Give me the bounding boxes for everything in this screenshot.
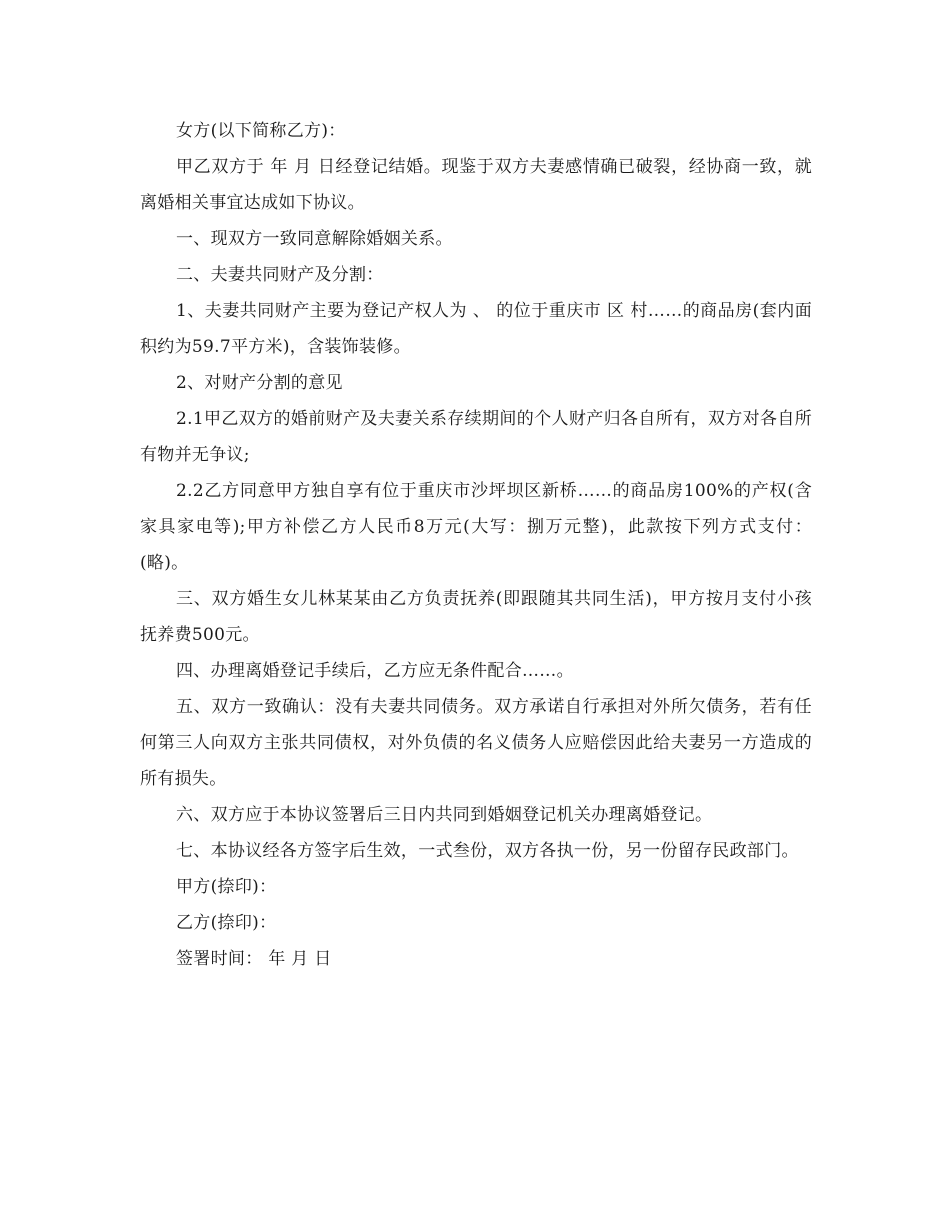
signature-date: 签署时间： 年 月 日	[176, 949, 332, 969]
paragraph-preamble: 甲乙双方于 年 月 日经登记结婚。现鉴于双方夫妻感情确已破裂，经协商一致，就离婚相关事宜达成如下协议。	[140, 157, 812, 213]
paragraph-clause-2-2: 2、对财产分割的意见	[176, 373, 343, 393]
document-body	[140, 113, 812, 977]
paragraph-clause-2-2-2: 2.2乙方同意甲方独自享有位于重庆市沙坪坝区新桥……的商品房100%的产权(含家具家电等);甲方补偿乙方人民币8万元(大写：捌万元整)，此款按下列方式支付：(略)。	[140, 481, 812, 573]
signature-party-b: 乙方(捺印)：	[176, 913, 277, 933]
paragraph-clause-1: 一、现双方一致同意解除婚姻关系。	[176, 229, 453, 249]
paragraph-clause-3: 三、双方婚生女儿林某某由乙方负责抚养(即跟随其共同生活)，甲方按月支付小孩抚养费500元。	[140, 589, 812, 645]
paragraph-clause-5: 五、双方一致确认：没有夫妻共同债务。双方承诺自行承担对外所欠债务，若有任何第三人向双方主张共同债权，对外负债的名义债务人应赔偿因此给夫妻另一方造成的所有损失。	[140, 697, 812, 789]
paragraph-clause-7: 七、本协议经各方签字后生效，一式叁份，双方各执一份，另一份留存民政部门。	[176, 841, 799, 861]
paragraph-clause-2-1: 1、夫妻共同财产主要为登记产权人为 、 的位于重庆市 区 村……的商品房(套内面积约为59.7平方米)，含装饰装修。	[140, 301, 812, 357]
signature-party-a: 甲方(捺印)：	[176, 877, 277, 897]
paragraph-clause-2-2-1: 2.1甲乙双方的婚前财产及夫妻关系存续期间的个人财产归各自所有，双方对各自所有物并无争议;	[140, 409, 812, 465]
paragraph-clause-6: 六、双方应于本协议签署后三日内共同到婚姻登记机关办理离婚登记。	[176, 805, 713, 825]
paragraph-clause-2-heading: 二、夫妻共同财产及分割：	[176, 265, 384, 285]
paragraph-party-b: 女方(以下简称乙方)：	[176, 121, 346, 141]
paragraph-clause-4: 四、办理离婚登记手续后，乙方应无条件配合……。	[176, 661, 574, 681]
